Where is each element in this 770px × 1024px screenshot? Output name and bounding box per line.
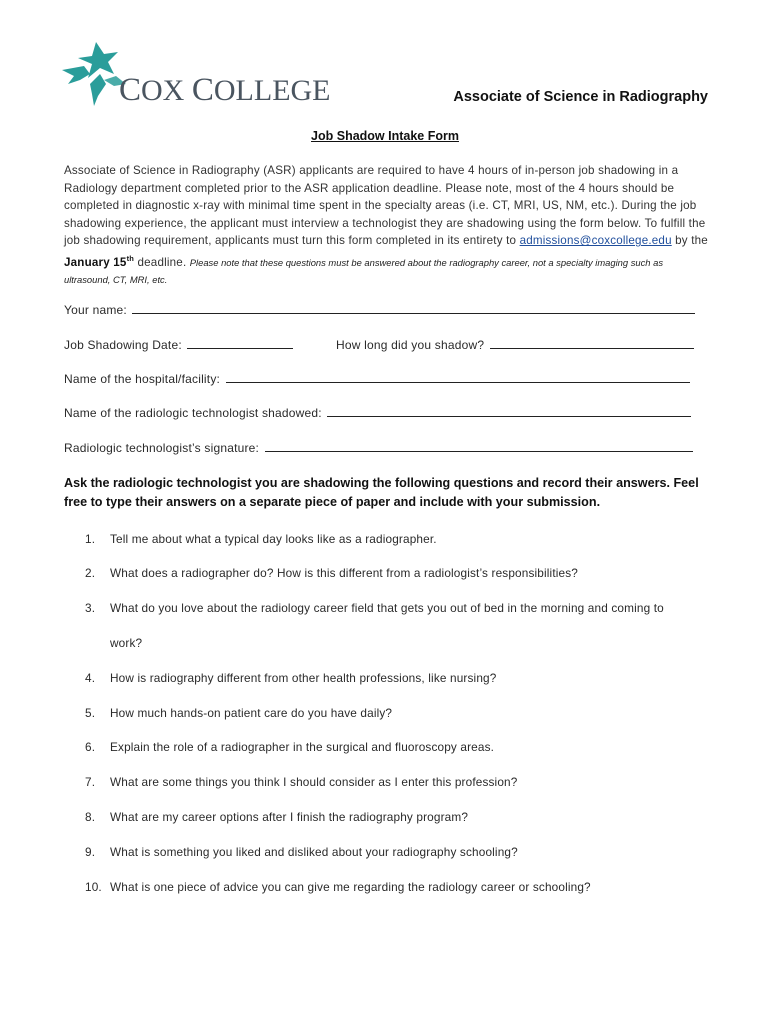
intro-paragraph	[64, 162, 709, 289]
logo-letters: OX	[141, 74, 185, 107]
intro-note: Please note that these questions must be answered about the radiography career, not a specialty imaging such as ultrasound, CT, MRI, etc.	[64, 256, 664, 286]
technologist-label: Name of the radiologic technologist shadowed:	[64, 406, 322, 420]
program-title: Associate of Science in Radiography	[453, 89, 708, 105]
signature-field	[64, 439, 693, 455]
your-name-label: Your name:	[64, 303, 127, 317]
question-text: What are some things you think I should consider as I enter this profession?	[110, 775, 518, 789]
logo-letter: C	[119, 72, 142, 108]
logo-wordmark	[119, 74, 331, 107]
question-item	[85, 601, 664, 615]
question-number: 8.	[85, 810, 96, 824]
hospital-field	[64, 370, 690, 386]
how-long-line[interactable]	[490, 336, 694, 349]
question-item	[85, 740, 494, 754]
question-number: 10.	[85, 880, 102, 894]
deadline-word: deadline.	[137, 255, 187, 269]
question-text: What do you love about the radiology career field that gets you out of bed in the morning and coming to	[110, 601, 664, 615]
technologist-field	[64, 404, 691, 420]
job-shadowing-date-label: Job Shadowing Date:	[64, 338, 182, 352]
instructions: Ask the radiologic technologist you are shadowing the following questions and record their answers. Feel free to type their answers on a separate piece of paper and include with your submission.	[64, 476, 699, 509]
question-number: 6.	[85, 740, 96, 754]
hospital-line[interactable]	[226, 370, 690, 383]
question-item	[85, 775, 517, 789]
form-title: Job Shadow Intake Form	[311, 129, 459, 143]
your-name-line[interactable]	[132, 301, 695, 314]
question-number: 2.	[85, 566, 96, 580]
signature-label: Radiologic technologist’s signature:	[64, 441, 260, 455]
question-number: 3.	[85, 601, 96, 615]
signature-line[interactable]	[265, 439, 693, 452]
question-text: Tell me about what a typical day looks like as a radiographer.	[110, 532, 437, 546]
deadline-date	[64, 253, 135, 269]
question-item	[85, 706, 392, 720]
admissions-email-link[interactable]: admissions@coxcollege.edu	[519, 234, 672, 248]
question-item	[85, 671, 496, 685]
question-item	[85, 845, 518, 859]
question-number: 9.	[85, 845, 96, 859]
technologist-line[interactable]	[327, 404, 691, 417]
intro-text: Associate of Science in Radiography (ASR) applicants are required to have 4 hours of in-person job shadowing in a Radiology department completed prior to the ASR application deadline. Please note, most of the 4 hours should be completed in diagnostic x-ray with minimal time spent in the specialty areas (i.e. CT, MRI, US, NM, etc.). During the job shadowing experience, the applicant must interview a technologist they are shadowing using the form below. To fulfill the job shadowing requirement, applicants must turn this form completed in its entirety to	[64, 164, 706, 248]
question-number: 4.	[85, 671, 96, 685]
question-item	[85, 880, 591, 894]
question-continuation: work?	[110, 636, 143, 650]
question-item	[85, 810, 468, 824]
deadline-month: January 15	[64, 255, 127, 269]
question-item	[85, 566, 578, 580]
logo-letter: C	[191, 72, 214, 108]
logo-letters: OLLEGE	[213, 74, 331, 107]
how-long-label: How long did you shadow?	[336, 338, 485, 352]
question-text: What is something you liked and disliked about your radiography schooling?	[110, 845, 518, 859]
your-name-field	[64, 301, 695, 317]
question-number: 1.	[85, 532, 96, 546]
hospital-label: Name of the hospital/facility:	[64, 372, 221, 386]
job-shadowing-date-line[interactable]	[187, 336, 293, 349]
how-long-field	[336, 336, 694, 352]
question-text: What is one piece of advice you can give me regarding the radiology career or schooling?	[110, 880, 591, 894]
question-text: How much hands-on patient care do you have daily?	[110, 706, 393, 720]
intro-by-the: by the	[675, 234, 708, 248]
question-number: 5.	[85, 706, 96, 720]
question-text: What does a radiographer do? How is this different from a radiologist’s responsibilities?	[110, 566, 578, 580]
job-shadowing-date-field	[64, 336, 293, 352]
question-text: What are my career options after I finish the radiography program?	[110, 810, 469, 824]
question-number: 7.	[85, 775, 96, 789]
question-text: How is radiography different from other health professions, like nursing?	[110, 671, 497, 685]
question-item	[85, 532, 437, 546]
question-text: Explain the role of a radiographer in the surgical and fluoroscopy areas.	[110, 740, 495, 754]
deadline-ordinal: th	[126, 253, 135, 263]
